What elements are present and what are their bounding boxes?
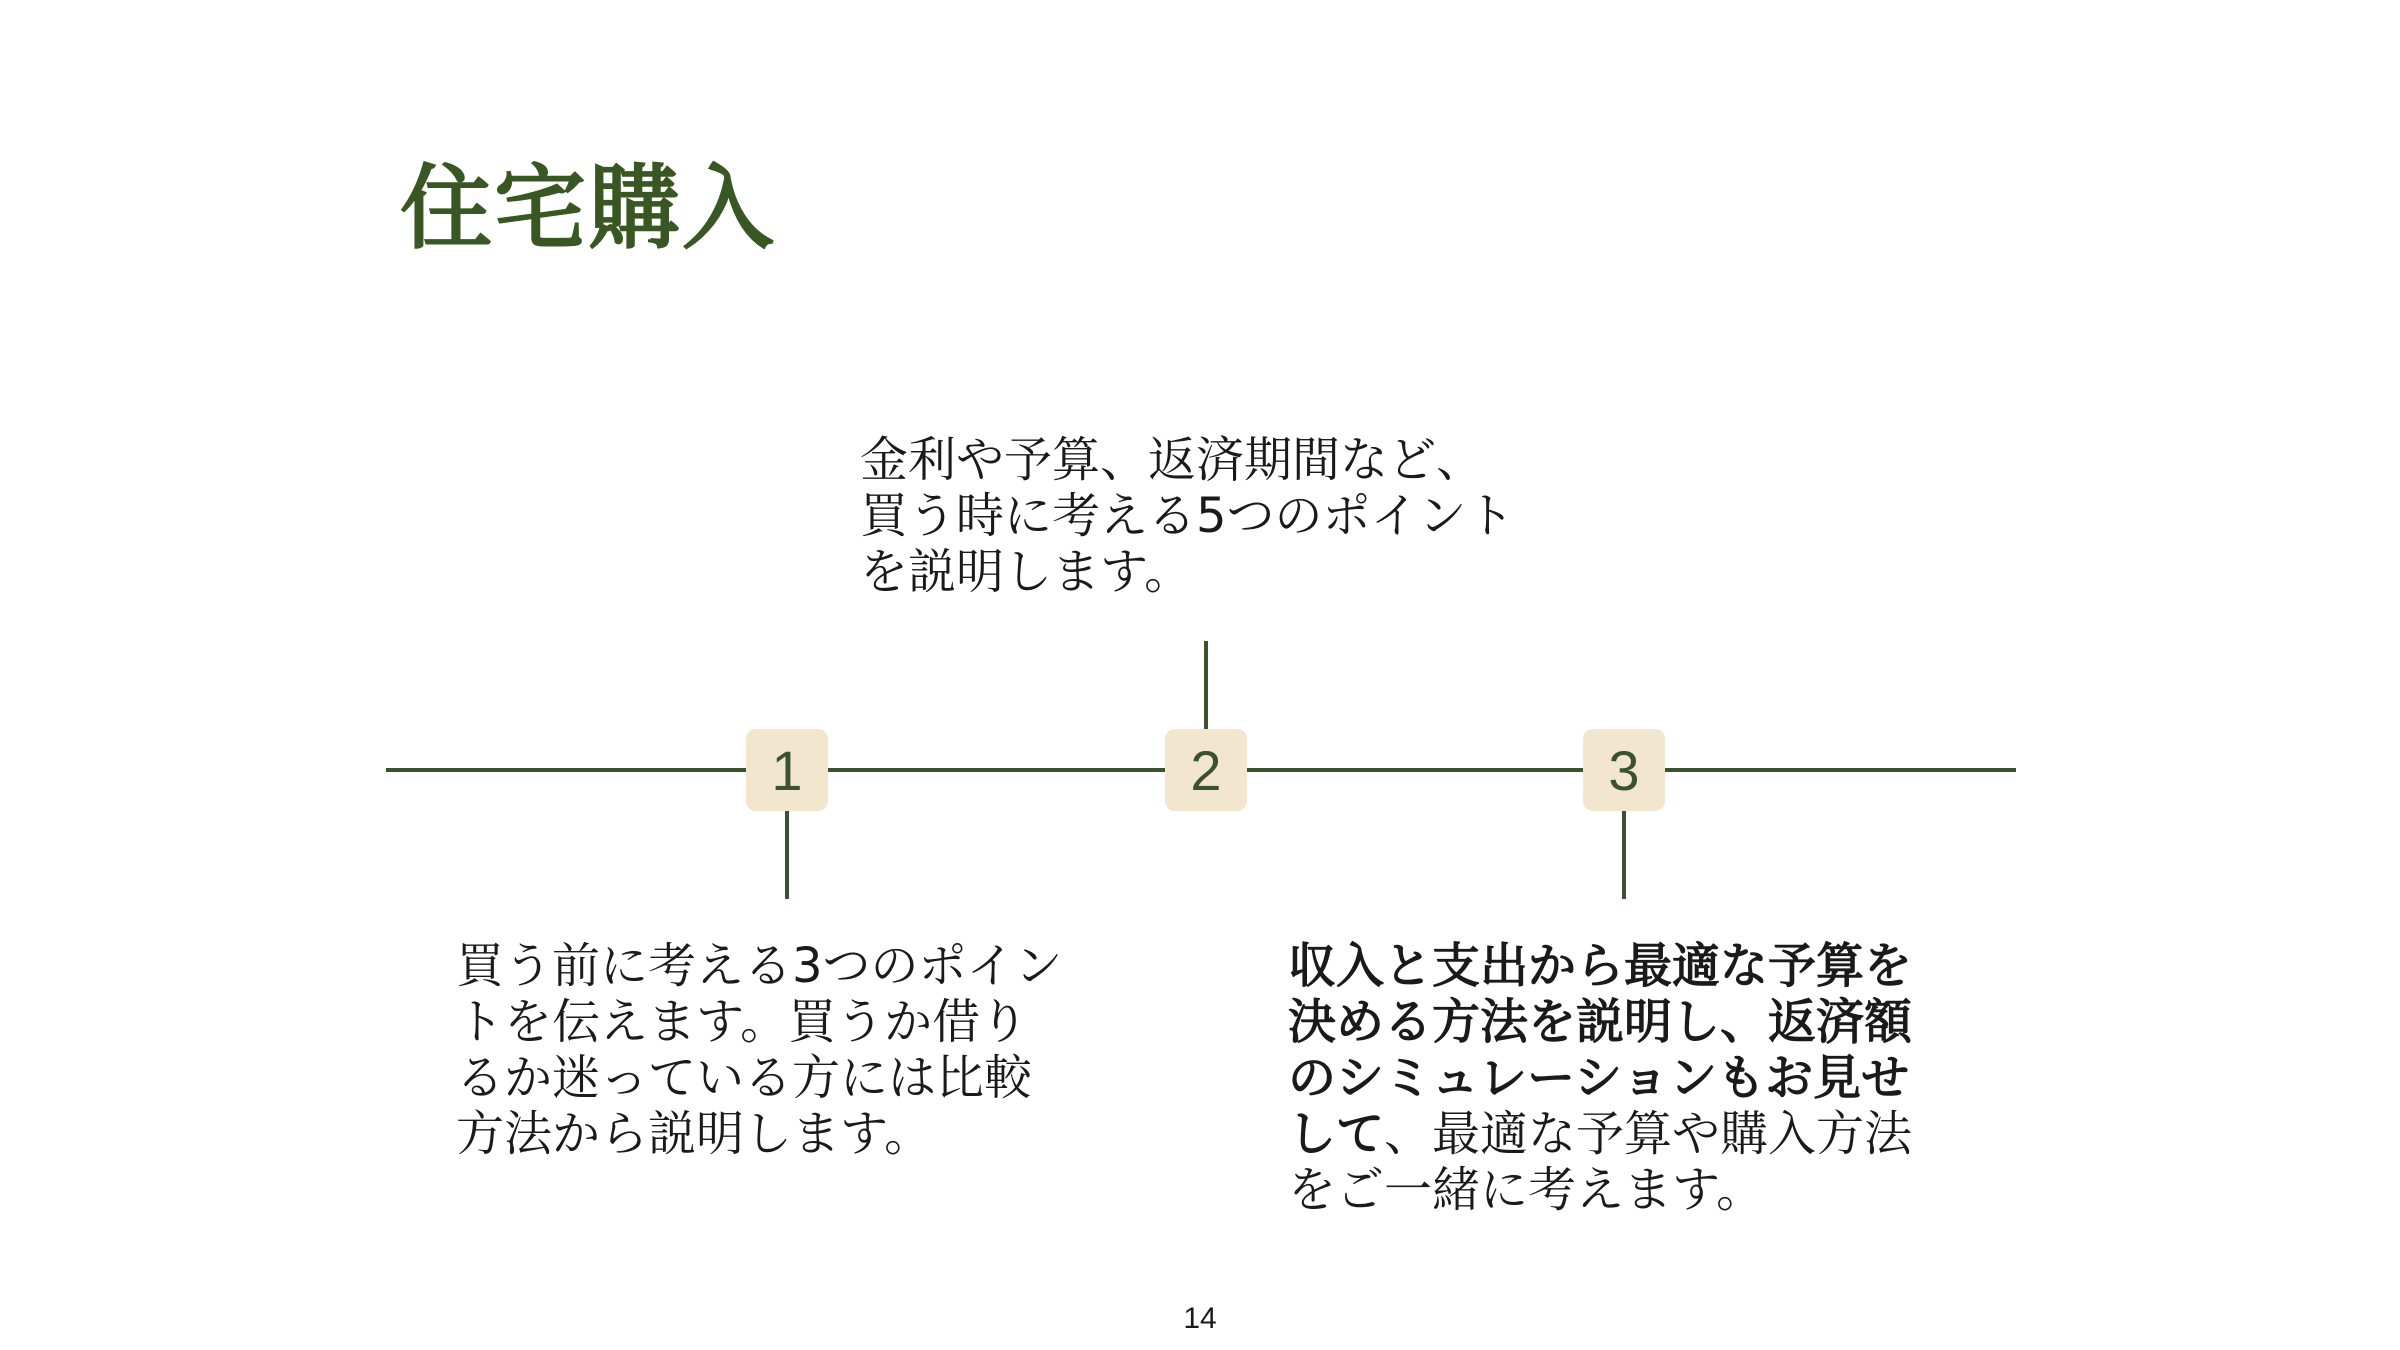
step-3-line-4-bold: して (1288, 1106, 1385, 1162)
step-3-line-4 (1288, 1106, 1912, 1162)
step-1-line-1: 買う前に考える3つのポイン (456, 938, 1063, 994)
step-3-line-5: をご一緒に考えます。 (1288, 1162, 1765, 1218)
step-3-line-2: 決める方法を説明し、返済額 (1288, 994, 1913, 1050)
timeline-marker-2: 2 (1165, 729, 1247, 811)
step-1-description (456, 938, 1063, 1162)
step-2-line-2: 買う時に考える5つのポイント (860, 488, 1515, 544)
connector-step-2 (1204, 641, 1208, 729)
step-3-description (1288, 938, 1912, 1218)
step-3-line-4-regular: 、最適な予算や購入方法 (1384, 1106, 1913, 1162)
step-2-line-1: 金利や予算、返済期間など、 (860, 432, 1485, 488)
step-3-line-1: 収入と支出から最適な予算を (1288, 938, 1913, 994)
step-1-line-3: るか迷っている方には比較 (456, 1050, 1033, 1106)
step-2-description (860, 432, 1515, 600)
slide-title: 住宅購入 (400, 155, 777, 262)
timeline-marker-1: 1 (746, 729, 828, 811)
connector-step-3 (1622, 811, 1626, 899)
connector-step-1 (785, 811, 789, 899)
page-number: 14 (1183, 1302, 1217, 1335)
step-1-line-2: トを伝えます。買うか借り (456, 994, 1029, 1050)
step-2-line-3: を説明します。 (860, 544, 1193, 600)
step-1-line-4: 方法から説明します。 (456, 1106, 933, 1162)
step-3-line-3: のシミュレーションもお見せ (1288, 1050, 1910, 1106)
timeline-marker-3: 3 (1583, 729, 1665, 811)
